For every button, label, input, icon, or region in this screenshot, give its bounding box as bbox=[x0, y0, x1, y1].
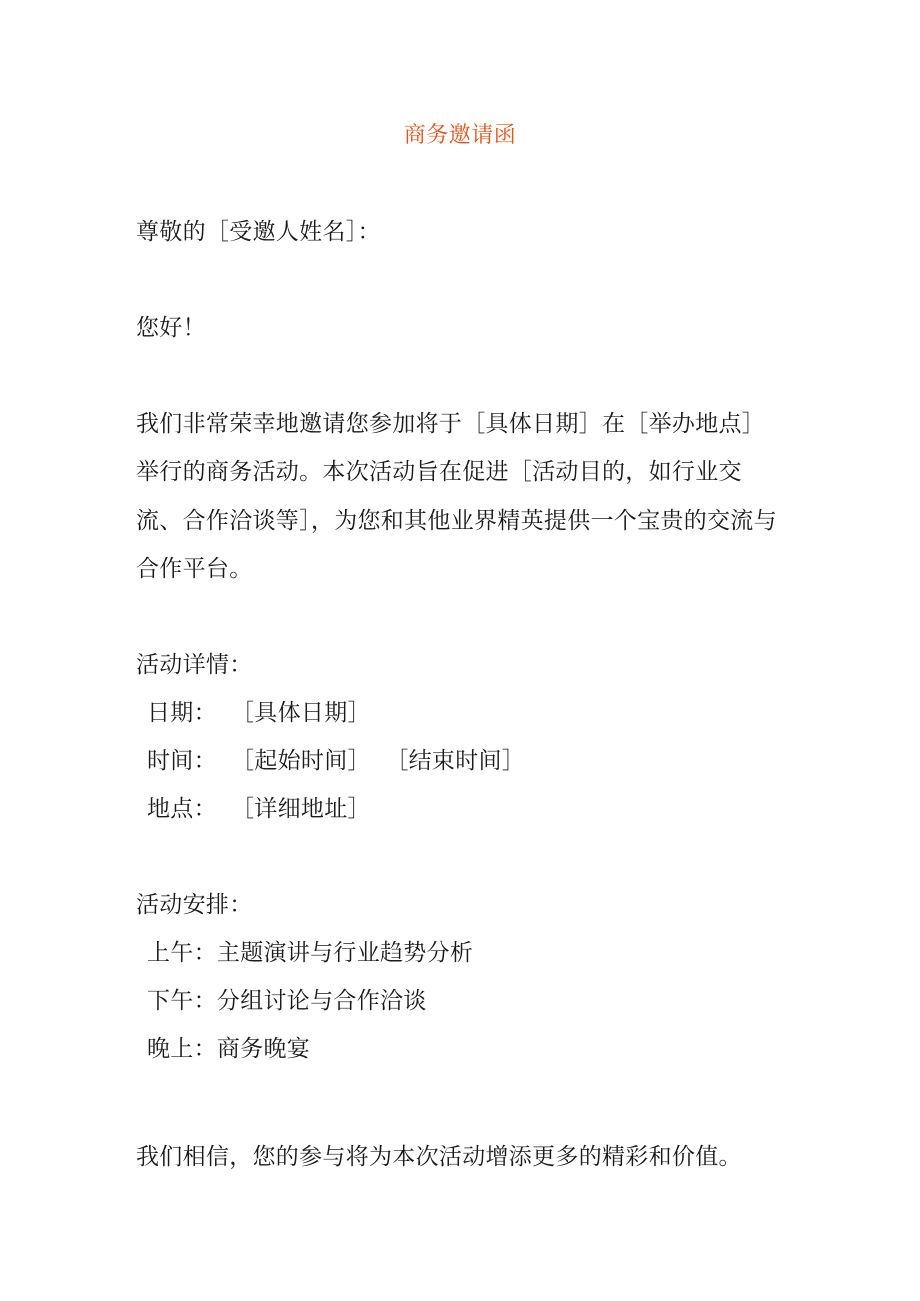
schedule-label: 下午： bbox=[147, 988, 217, 1014]
details-value: ［详细地址］ bbox=[231, 796, 371, 822]
details-heading: 活动详情： bbox=[136, 652, 253, 678]
body-line-4: 合作平台。 bbox=[136, 556, 253, 582]
salutation: 尊敬的［受邀人姓名］： bbox=[136, 219, 381, 245]
details-value: ［具体日期］ bbox=[231, 700, 371, 726]
schedule-heading: 活动安排： bbox=[136, 892, 253, 918]
schedule-value: 商务晚宴 bbox=[216, 1036, 311, 1062]
details-row-time bbox=[147, 744, 525, 778]
greeting: 您好！ bbox=[136, 315, 206, 341]
page-title: 商务邀请函 bbox=[403, 123, 517, 148]
schedule-label: 上午： bbox=[147, 940, 217, 966]
details-row-date bbox=[147, 696, 371, 730]
details-label: 日期： bbox=[147, 700, 217, 726]
schedule-value: 主题演讲与行业趋势分析 bbox=[216, 940, 474, 966]
details-row-location bbox=[147, 792, 371, 826]
body-line-3: 流、合作洽谈等］，为您和其他业界精英提供一个宝贵的交流与 bbox=[136, 508, 777, 534]
schedule-row-morning bbox=[147, 936, 473, 970]
schedule-row-afternoon bbox=[147, 984, 427, 1018]
details-value-end: ［结束时间］ bbox=[396, 748, 526, 774]
closing-sentence: 我们相信，您的参与将为本次活动增添更多的精彩和价值。 bbox=[136, 1144, 742, 1170]
details-value: ［起始时间］ bbox=[231, 748, 371, 774]
schedule-value: 分组讨论与合作洽谈 bbox=[216, 988, 427, 1014]
schedule-row-evening bbox=[147, 1032, 310, 1066]
details-label: 地点： bbox=[147, 796, 217, 822]
details-label: 时间： bbox=[147, 748, 217, 774]
body-line-2: 举行的商务活动。本次活动旨在促进［活动目的，如行业交 bbox=[136, 459, 742, 485]
schedule-label: 晚上： bbox=[147, 1036, 217, 1062]
body-line-1: 我们非常荣幸地邀请您参加将于［具体日期］在［举办地点］ bbox=[136, 411, 766, 437]
